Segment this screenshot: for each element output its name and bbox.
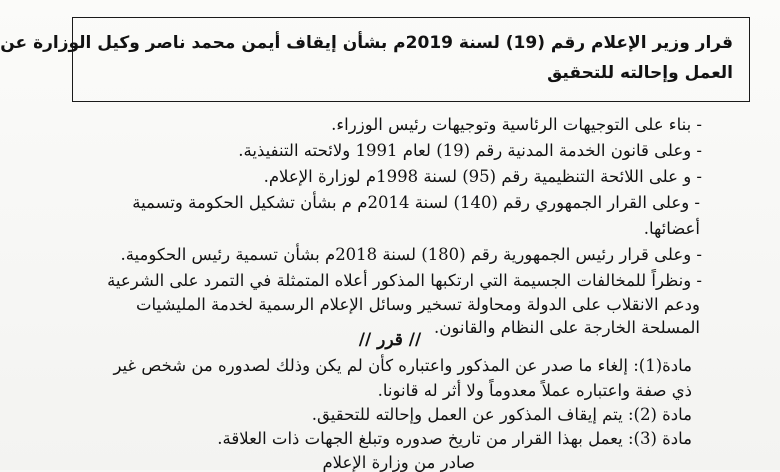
preamble-line: ودعم الانقلاب على الدولة ومحاولة تسخير وسائل الإعلام الرسمية لخدمة المليشيات [135, 295, 700, 314]
preamble-line: - ونظراً للمخالفات الجسيمة التي ارتكبها المذكور أعلاه المتمثلة في التمرد على الشرعية [107, 271, 702, 290]
article-line: مادة (2): يتم إيقاف المذكور عن العمل وإحالته للتحقيق. [311, 405, 692, 424]
preamble-line: - وعلى قرار رئيس الجمهورية رقم (180) لسنة 2018م بشأن تسمية رئيس الحكومية. [120, 245, 702, 264]
decree-heading: // قرر // [358, 330, 422, 350]
title-line-2: العمل وإحالته للتحقيق [547, 63, 733, 83]
title-box [0, 17, 750, 102]
preamble-line: - وعلى القرار الجمهوري رقم (140) لسنة 2014م م بشأن تشكيل الحكومة وتسمية [132, 193, 700, 212]
preamble-line: - وعلى قانون الخدمة المدنية رقم (19) لعام 1991 ولائحته التنفيذية. [238, 141, 702, 160]
article-line: مادة(1): إلغاء ما صدر عن المذكور واعتباره كأن لم يكن وذلك لصدوره من شخص غير [113, 356, 692, 375]
signature-line: صادر من وزارة الإعلام [322, 453, 475, 472]
title-line-1: قرار وزير الإعلام رقم (19) لسنة 2019م بشأن إيقاف أيمن محمد ناصر وكيل الوزارة عن [0, 33, 733, 53]
preamble-line: أعضائها. [643, 219, 700, 238]
preamble-line: المسلحة الخارجة على النظام والقانون. [434, 318, 700, 337]
preamble-line: - و على اللائحة التنظيمية رقم (95) لسنة 1998م لوزارة الإعلام. [263, 167, 702, 186]
preamble-line: - بناء على التوجيهات الرئاسية وتوجيهات رئيس الوزراء. [331, 115, 702, 134]
article-line: مادة (3): يعمل بهذا القرار من تاريخ صدوره وتبلغ الجهات ذات العلاقة. [217, 429, 692, 448]
article-line: ذي صفة واعتباره عملاً معدوماً ولا أثر له قانونا. [377, 381, 692, 400]
